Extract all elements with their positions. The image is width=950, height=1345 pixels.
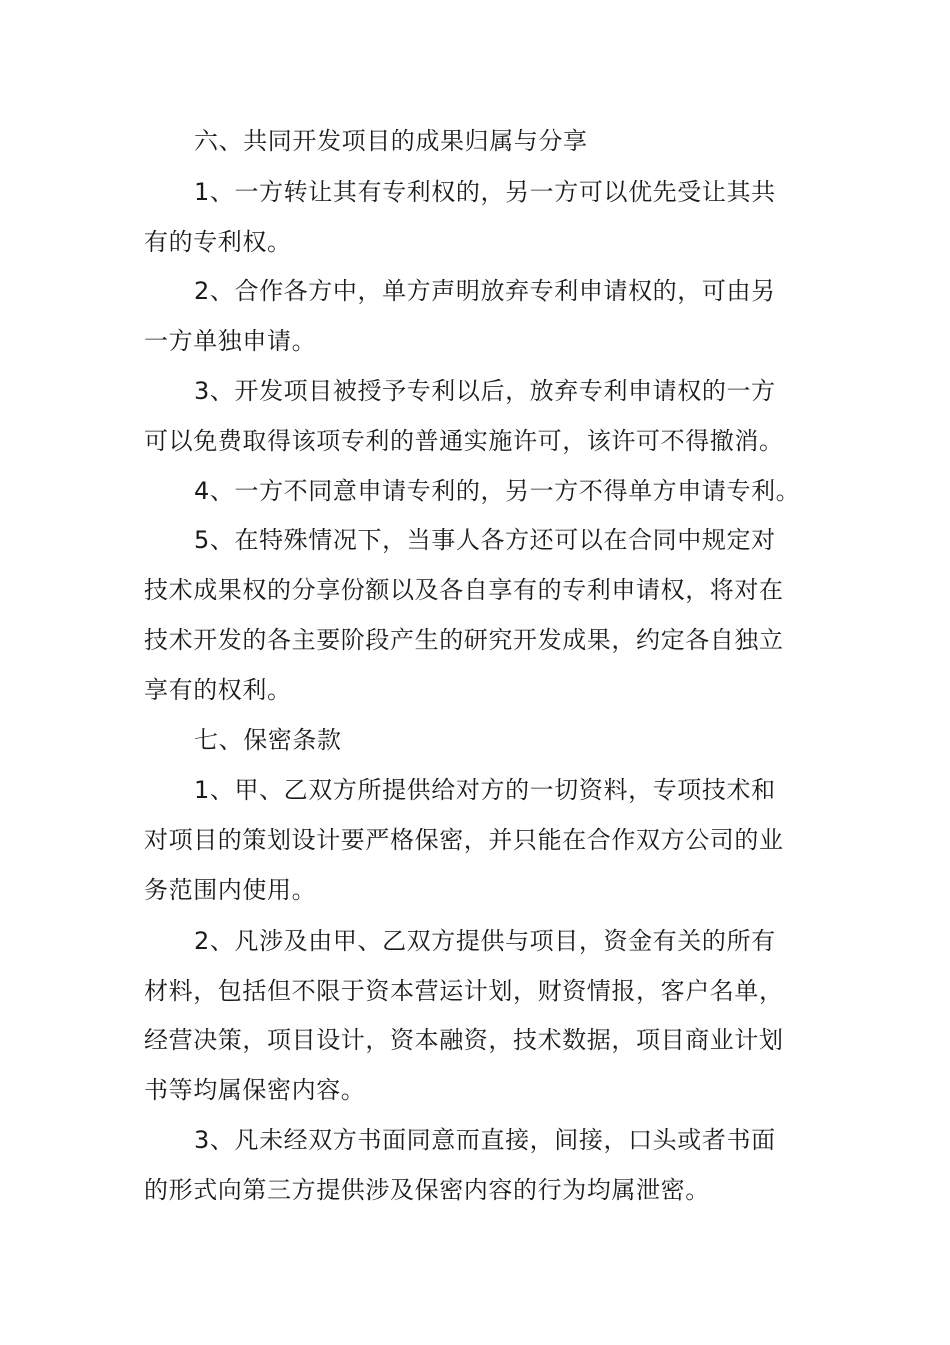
paragraph-line: 材料，包括但不限于资本营运计划，财资情报，客户名单， bbox=[144, 977, 784, 1005]
paragraph-line: 的形式向第三方提供涉及保密内容的行为均属泄密。 bbox=[144, 1176, 710, 1204]
paragraph-line: 2、合作各方中，单方声明放弃专利申请权的，可由另 bbox=[194, 277, 776, 305]
paragraph-line: 对项目的策划设计要严格保密，并只能在合作双方公司的业 bbox=[144, 826, 784, 854]
paragraph-line: 可以免费取得该项专利的普通实施许可，该许可不得撤消。 bbox=[144, 427, 784, 455]
paragraph-line: 务范围内使用。 bbox=[144, 876, 317, 904]
paragraph-line: 一方单独申请。 bbox=[144, 327, 317, 355]
paragraph-line: 3、凡未经双方书面同意而直接，间接，口头或者书面 bbox=[194, 1126, 776, 1154]
paragraph-line: 5、在特殊情况下，当事人各方还可以在合同中规定对 bbox=[194, 526, 776, 554]
paragraph-line: 2、凡涉及由甲、乙双方提供与项目，资金有关的所有 bbox=[194, 927, 776, 955]
paragraph-line: 3、开发项目被授予专利以后，放弃专利申请权的一方 bbox=[194, 377, 776, 405]
paragraph-line: 1、甲、乙双方所提供给对方的一切资料，专项技术和 bbox=[194, 776, 776, 804]
paragraph-line: 有的专利权。 bbox=[144, 228, 292, 256]
paragraph-line: 1、一方转让其有专利权的，另一方可以优先受让其共 bbox=[194, 178, 776, 206]
paragraph-line: 技术开发的各主要阶段产生的研究开发成果，约定各自独立 bbox=[144, 626, 784, 654]
paragraph-line: 技术成果权的分享份额以及各自享有的专利申请权，将对在 bbox=[144, 576, 784, 604]
section-heading-6: 六、共同开发项目的成果归属与分享 bbox=[194, 127, 588, 155]
paragraph-line: 4、一方不同意申请专利的，另一方不得单方申请专利。 bbox=[194, 477, 801, 505]
paragraph-line: 经营决策，项目设计，资本融资，技术数据，项目商业计划 bbox=[144, 1026, 784, 1054]
paragraph-line: 书等均属保密内容。 bbox=[144, 1076, 366, 1104]
section-heading-7: 七、保密条款 bbox=[194, 726, 342, 754]
paragraph-line: 享有的权利。 bbox=[144, 676, 292, 704]
